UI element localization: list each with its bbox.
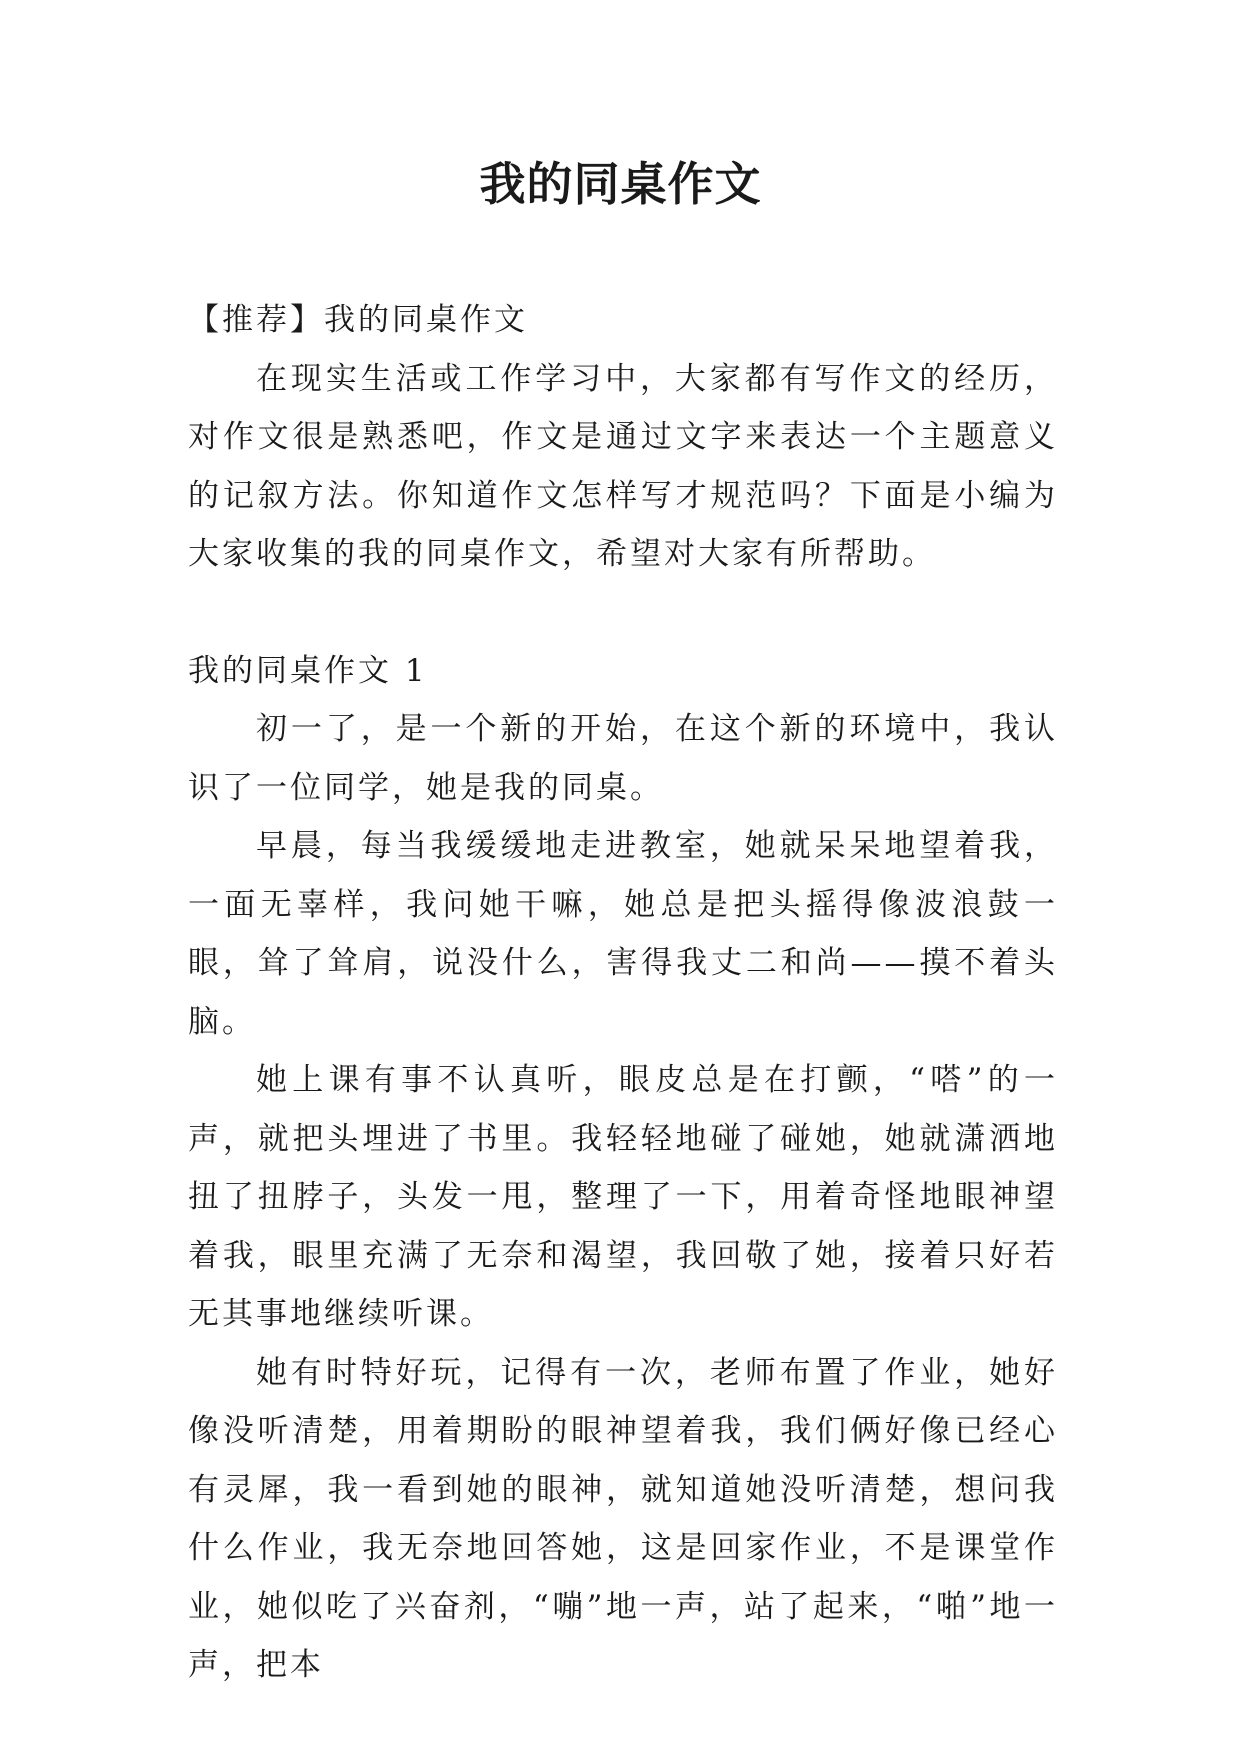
body-paragraph: 她有时特好玩，记得有一次，老师布置了作业，她好像没听清楚，用着期盼的眼神望着我，我们俩好像已经心有灵犀，我一看到她的眼神，就知道她没听清楚，想问我什么作业，我无奈地回答她，这是回家作业，不是课堂作业，她似吃了兴奋剂，“嘣”地一声，站了起来，“啪”地一声，把本 — [188, 1354, 1058, 1683]
document-title: 我的同桌作文 — [479, 157, 762, 211]
body-paragraph: 初一了，是一个新的开始，在这个新的环境中，我认识了一位同学，她是我的同桌。 — [188, 711, 1058, 806]
recommend-heading: 【推荐】我的同桌作文 — [188, 302, 528, 338]
section-heading: 我的同桌作文 1 — [188, 652, 428, 689]
body-paragraph: 她上课有事不认真听，眼皮总是在打颤，“嗒”的一声，就把头埋进了书里。我轻轻地碰了碰她，她就潇洒地扭了扭脖子，头发一甩，整理了一下，用着奇怪地眼神望着我，眼里充满了无奈和渴望，我回敬了她，接着只好若无其事地继续听课。 — [188, 1062, 1058, 1332]
intro-paragraph: 在现实生活或工作学习中，大家都有写作文的经历，对作文很是熟悉吧，作文是通过文字来表达一个主题意义的记叙方法。你知道作文怎样写才规范吗？下面是小编为大家收集的我的同桌作文，希望对大家有所帮助。 — [188, 360, 1058, 572]
body-paragraph: 早晨，每当我缓缓地走进教室，她就呆呆地望着我，一面无辜样，我问她干嘛，她总是把头摇得像波浪鼓一眼，耸了耸肩，说没什么，害得我丈二和尚——摸不着头脑。 — [188, 828, 1058, 1040]
document-body — [188, 291, 1058, 1695]
